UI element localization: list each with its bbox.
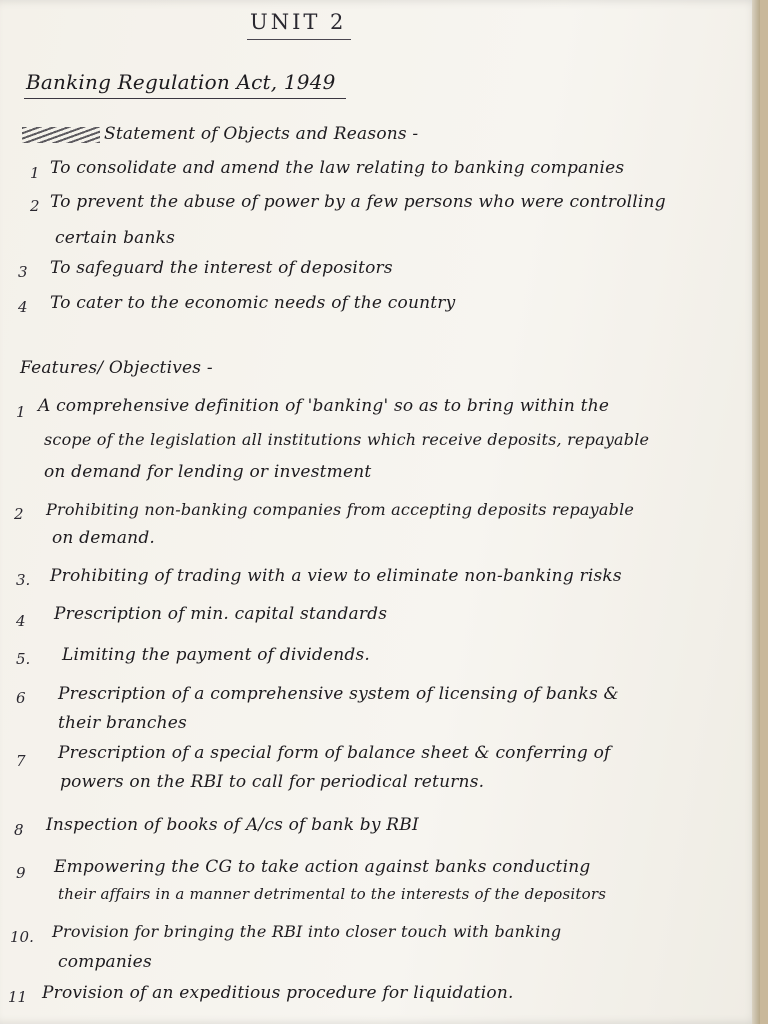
unit-title: UNIT 2 (250, 10, 347, 34)
feature-number: 9 (16, 864, 26, 882)
feature-line: their branches (58, 713, 187, 733)
feature-line: on demand for lending or investment (44, 462, 372, 482)
feature-line: Provision of an expeditious procedure for liquidation. (42, 983, 514, 1003)
object-line: To consolidate and amend the law relating to banking companies (50, 158, 625, 178)
feature-line: Prohibiting of trading with a view to eliminate non-banking risks (50, 566, 622, 586)
feature-line: Limiting the payment of dividends. (62, 645, 371, 665)
objects-heading: Statement of Objects and Reasons - (104, 124, 419, 144)
object-line: To prevent the abuse of power by a few persons who were controlling (50, 192, 666, 212)
features-heading: Features/ Objectives - (20, 358, 213, 378)
object-number: 1 (30, 164, 40, 182)
feature-number: 5. (16, 650, 31, 668)
object-line: To cater to the economic needs of the country (50, 293, 456, 313)
feature-number: 2 (14, 505, 24, 523)
feature-number: 11 (8, 988, 28, 1006)
feature-line: powers on the RBI to call for periodical returns. (60, 772, 485, 792)
feature-number: 1 (16, 403, 26, 421)
feature-number: 3. (16, 571, 31, 589)
page-edge (752, 0, 760, 1024)
feature-line: A comprehensive definition of 'banking' so as to bring within the (38, 396, 610, 416)
feature-line: Prescription of min. capital standards (54, 604, 388, 624)
object-number: 2 (30, 197, 40, 215)
feature-line: Provision for bringing the RBI into closer touch with banking (52, 922, 562, 941)
feature-number: 6 (16, 689, 26, 707)
feature-line: Prescription of a comprehensive system of licensing of banks & (58, 684, 619, 704)
feature-line: their affairs in a manner detrimental to the interests of the depositors (58, 885, 607, 903)
object-number: 4 (18, 298, 28, 316)
feature-line: companies (58, 952, 152, 972)
object-number: 3 (18, 263, 28, 281)
act-title-underline (24, 98, 346, 99)
unit-title-underline (247, 39, 351, 40)
feature-line: scope of the legislation all institutions which receive deposits, repayable (44, 430, 650, 449)
feature-number: 7 (16, 752, 26, 770)
feature-number: 10. (10, 928, 34, 946)
feature-line: Empowering the CG to take action against banks conducting (54, 857, 591, 877)
feature-line: Inspection of books of A/cs of bank by RBI (46, 815, 419, 835)
feature-line: on demand. (52, 528, 156, 548)
act-title: Banking Regulation Act, 1949 (26, 70, 336, 94)
feature-number: 4 (16, 612, 26, 630)
feature-line: Prescription of a special form of balance sheet & conferring of (58, 743, 611, 763)
struck-out-word (22, 127, 100, 143)
object-line: To safeguard the interest of depositors (50, 258, 393, 278)
feature-number: 8 (14, 821, 24, 839)
feature-line: Prohibiting non-banking companies from accepting deposits repayable (46, 500, 635, 519)
object-line: certain banks (55, 228, 176, 248)
